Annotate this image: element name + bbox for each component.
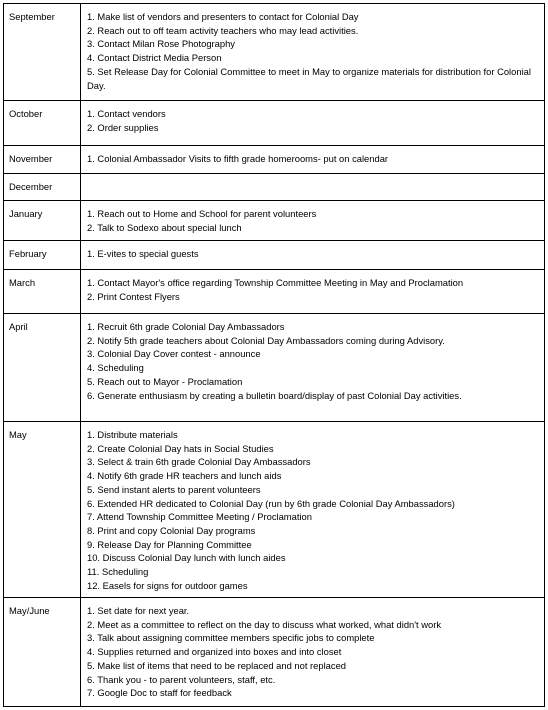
task-item: 2. Reach out to off team activity teachers who may lead activities.: [87, 24, 359, 36]
task-list: [81, 4, 544, 100]
task-item: 4. Supplies returned and organized into boxes and into closet: [87, 646, 342, 658]
task-item: 2. Talk to Sodexo about special lunch: [87, 221, 242, 233]
task-item: 5. Make list of items that need to be replaced and not replaced: [87, 659, 347, 671]
month-row-march: [3, 270, 545, 314]
task-item: 5. Set Release Day for Colonial Committee to meet in May to organize materials for distribution for Colonial Day.: [87, 65, 531, 91]
task-item: 7. Attend Township Committee Meeting / Proclamation: [87, 511, 312, 523]
task-item: 1. Distribute materials: [87, 429, 178, 440]
task-item: 9. Release Day for Planning Committee: [87, 538, 252, 550]
month-row-january: [3, 201, 545, 241]
task-list: [81, 101, 544, 145]
task-item: 5. Send instant alerts to parent volunteers: [87, 483, 261, 495]
task-item: 1. E-vites to special guests: [87, 248, 199, 259]
month-label: January: [4, 201, 81, 240]
task-list: [81, 241, 544, 269]
timeline-table: [3, 3, 545, 707]
task-item: 2. Create Colonial Day hats in Social Studies: [87, 442, 274, 454]
task-item: 1. Make list of vendors and presenters to contact for Colonial Day: [87, 11, 359, 22]
task-item: 1. Contact Mayor's office regarding Township Committee Meeting in May and Proclamation: [87, 277, 464, 288]
task-item: 5. Reach out to Mayor - Proclamation: [87, 375, 243, 387]
task-item: 1. Contact vendors: [87, 108, 166, 119]
task-list: [81, 146, 544, 173]
task-item: 2. Print Contest Flyers: [87, 290, 180, 302]
task-item: 6. Thank you - to parent volunteers, staff, etc.: [87, 673, 276, 685]
task-item: 2. Notify 5th grade teachers about Colonial Day Ambassadors coming during Advisory.: [87, 334, 445, 346]
task-item: 6. Extended HR dedicated to Colonial Day (run by 6th grade Colonial Day Ambassadors): [87, 497, 455, 509]
month-label: September: [4, 4, 81, 100]
task-list: [81, 270, 544, 313]
task-item: 6. Generate enthusiasm by creating a bulletin board/display of past Colonial Day activities.: [87, 389, 462, 401]
month-row-may: [3, 422, 545, 598]
month-label: April: [4, 314, 81, 421]
task-list: [81, 422, 544, 597]
month-row-october: [3, 101, 545, 146]
task-item: 1. Set date for next year.: [87, 605, 190, 616]
month-label: December: [4, 174, 81, 200]
task-list: [81, 174, 544, 200]
task-item: 2. Order supplies: [87, 121, 159, 133]
task-item: 11. Scheduling: [87, 566, 149, 578]
month-label: November: [4, 146, 81, 173]
task-item: 1. Colonial Ambassador Visits to fifth grade homerooms- put on calendar: [87, 153, 389, 164]
task-item: 3. Talk about assigning committee members specific jobs to complete: [87, 632, 375, 644]
month-row-september: [3, 3, 545, 101]
task-item: 7. Google Doc to staff for feedback: [87, 687, 232, 699]
task-item: 2. Meet as a committee to reflect on the day to discuss what worked, what didn't work: [87, 618, 442, 630]
month-row-may-june: [3, 598, 545, 707]
task-item: 10. Discuss Colonial Day lunch with lunch aides: [87, 552, 286, 564]
month-label: March: [4, 270, 81, 313]
task-item: 1. Reach out to Home and School for parent volunteers: [87, 208, 317, 219]
task-item: 4. Notify 6th grade HR teachers and lunch aids: [87, 470, 282, 482]
month-row-april: [3, 314, 545, 422]
month-label: May/June: [4, 598, 81, 706]
task-item: 3. Colonial Day Cover contest - announce: [87, 348, 261, 360]
month-label: May: [4, 422, 81, 597]
month-row-november: [3, 146, 545, 174]
month-label: October: [4, 101, 81, 145]
month-row-february: [3, 241, 545, 270]
month-label: February: [4, 241, 81, 269]
task-item: 4. Contact District Media Person: [87, 52, 222, 64]
task-item: 12. Easels for signs for outdoor games: [87, 579, 248, 591]
task-item: 1. Recruit 6th grade Colonial Day Ambassadors: [87, 321, 285, 332]
task-list: [81, 314, 544, 421]
task-list: [81, 201, 544, 240]
month-row-december: [3, 174, 545, 201]
task-list: [81, 598, 544, 706]
task-item: 4. Scheduling: [87, 362, 144, 374]
task-item: 3. Select & train 6th grade Colonial Day Ambassadors: [87, 456, 311, 468]
task-item: 8. Print and copy Colonial Day programs: [87, 524, 256, 536]
task-item: 3. Contact Milan Rose Photography: [87, 38, 235, 50]
